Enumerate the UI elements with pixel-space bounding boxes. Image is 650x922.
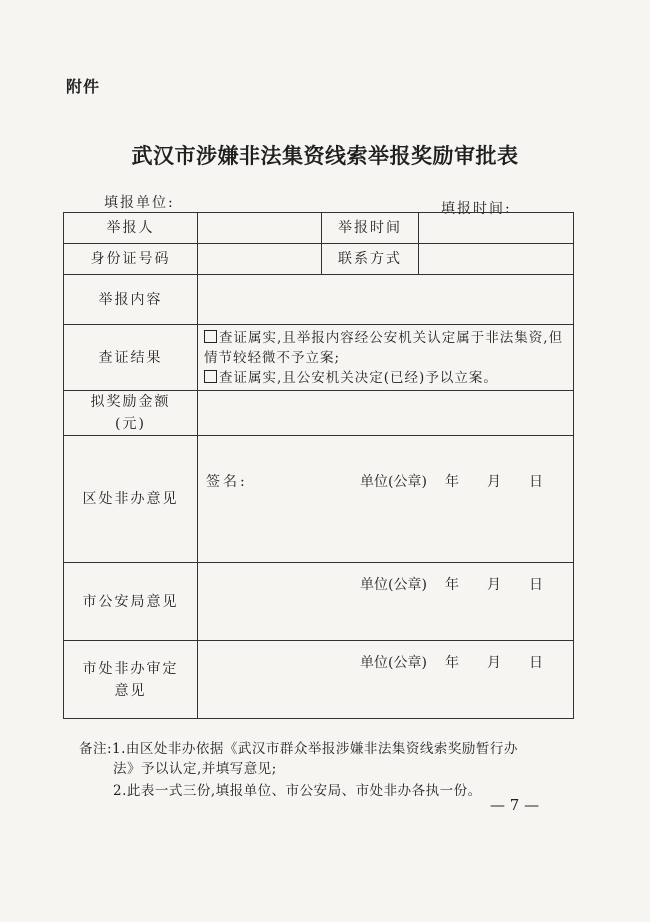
signature-label: 签名: [206,474,248,490]
reporter-label: 举报人 [64,213,198,244]
police-opinion-field[interactable] [198,563,574,641]
table-row [64,325,574,391]
district-opinion-label: 区处非办意见 [64,436,198,563]
report-time-field[interactable] [419,213,574,244]
checkbox-icon[interactable] [204,330,217,343]
fill-unit-label: 填报单位: [104,195,175,211]
report-content-label: 举报内容 [64,275,198,325]
notes [79,739,559,801]
id-number-label: 身份证号码 [64,244,198,275]
table-row [64,436,574,563]
table-row [64,213,574,244]
reporter-field[interactable] [198,213,322,244]
verify-result-cell [198,325,574,391]
report-time-label: 举报时间 [322,213,419,244]
table-row [64,641,574,719]
verify-option-2: 查证属实,且公安机关决定(已经)予以立案。 [204,368,565,388]
page-number: — 7 — [490,796,540,814]
police-opinion-label: 市公安局意见 [64,563,198,641]
contact-label: 联系方式 [322,244,419,275]
page-title: 武汉市涉嫌非法集资线索举报奖励审批表 [131,143,519,168]
report-content-field[interactable] [198,275,574,325]
stamp-date-line: 单位(公章) 年 月 日 [360,576,543,593]
table-row [64,244,574,275]
attachment-label: 附件 [66,77,101,96]
id-number-field[interactable] [198,244,322,275]
city-review-field[interactable] [198,641,574,719]
contact-field[interactable] [419,244,574,275]
reward-amount-field[interactable] [198,391,574,436]
note-line-1-cont: 法》予以认定,并填写意见; [113,761,277,777]
approval-form-table [63,212,574,719]
table-row [64,275,574,325]
table-row [64,391,574,436]
reward-amount-label: 拟奖励金额 (元) [64,391,198,436]
verify-option-1: 查证属实,且举报内容经公安机关认定属于非法集资,但情节较轻微不予立案; [204,329,564,366]
stamp-date-line: 单位(公章) 年 月 日 [360,474,543,490]
note-line-2: 2.此表一式三份,填报单位、市公安局、市处非办各执一份。 [113,783,482,799]
stamp-date-line: 单位(公章) 年 月 日 [360,654,543,671]
fill-time-label: 填报时间: [441,201,512,217]
district-opinion-field[interactable] [198,436,574,563]
table-row [64,563,574,641]
checkbox-icon[interactable] [204,370,217,383]
verify-result-label: 查证结果 [64,325,198,391]
note-line-1: 备注:1.由区处非办依据《武汉市群众举报涉嫌非法集资线索奖励暂行办 [79,741,518,757]
city-review-label: 市处非办审定 意见 [64,641,198,719]
